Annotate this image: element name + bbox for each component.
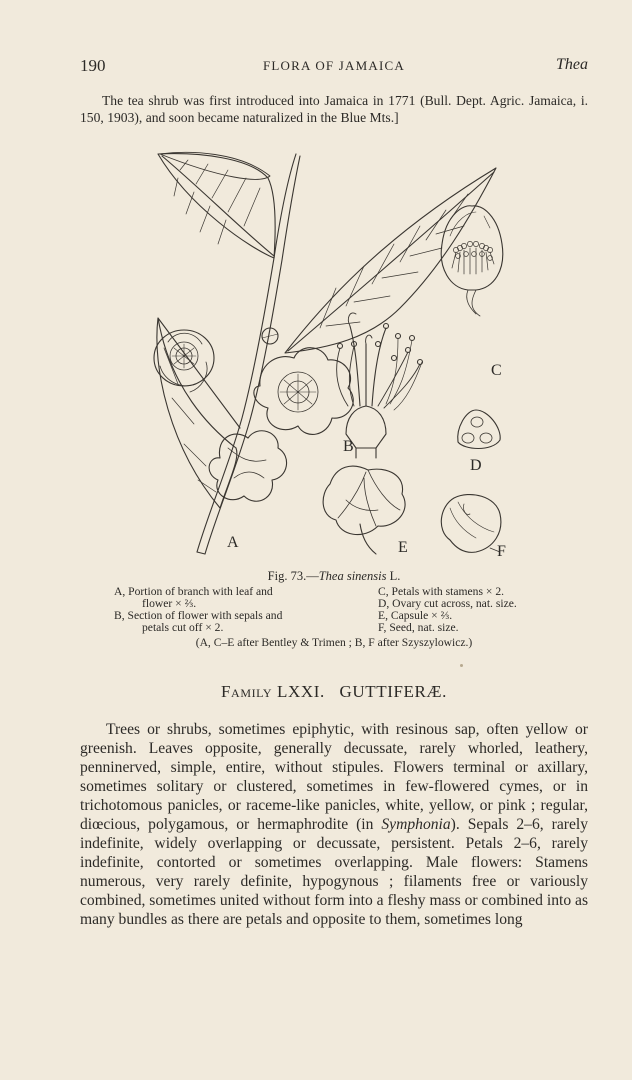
figure-caption: [80, 569, 588, 584]
legend-right-column: [378, 586, 578, 634]
family-description: [80, 720, 588, 929]
seed-f: [441, 495, 501, 553]
branch-drawing-a: [154, 152, 496, 554]
legend-entry-a: A, Portion of branch with leaf and: [114, 585, 273, 598]
paper-speck: [460, 664, 463, 667]
family-name: GUTTIFERÆ.: [339, 682, 447, 701]
flower-center: [254, 348, 353, 435]
panel-label-f: F: [497, 543, 506, 560]
flower-lower: [209, 431, 286, 501]
caption-species: Thea sinensis: [318, 569, 387, 583]
description-part-2: ). Sepals 2–6, rarely indefinite, widely overlapping or decussate, persistent. Petals 2–6, rarely indefinite, contorted or sometimes overlapping. Male flowers: Stamens numerous, very rarely definite, hypogynous ; filaments free or variously combined, sometimes united without form into a fleshy mass or combined into as many bundles as there are petals and opposite to them, sometimes long: [80, 816, 589, 928]
panel-label-c: C: [491, 362, 502, 379]
panel-label-b: B: [343, 438, 354, 455]
panel-label-a: A: [227, 534, 239, 551]
page-number: 190: [80, 56, 106, 75]
book-title: FLORA OF JAMAICA: [262, 58, 405, 73]
description-genus: Symphonia: [381, 816, 451, 833]
family-number: LXXI.: [277, 682, 325, 701]
legend-entry-f: F, Seed, nat. size.: [378, 621, 459, 634]
petals-with-stamens-c: [441, 206, 503, 316]
legend-entry-b-cont: petals cut off × 2.: [142, 621, 224, 634]
description-paragraph: [80, 720, 588, 929]
family-prefix: Family: [221, 682, 273, 701]
flower-section-b: [337, 313, 423, 458]
panel-label-e: E: [398, 539, 408, 556]
legend-entry-b: B, Section of flower with sepals and: [114, 609, 283, 622]
thea-sinensis-drawing: [150, 148, 520, 566]
legend-entry-d: D, Ovary cut across, nat. size.: [378, 597, 517, 610]
legend-entry-a-cont: flower × ⅔.: [142, 597, 197, 610]
ovary-cross-section-d: [458, 410, 500, 449]
family-heading: [80, 682, 588, 702]
caption-prefix: Fig. 73.—: [267, 569, 319, 583]
legend-left-column: [114, 586, 344, 634]
running-genus: Thea: [556, 56, 588, 73]
botanical-illustration: [150, 148, 520, 566]
legend-entry-e: E, Capsule × ⅔.: [378, 609, 453, 622]
caption-author: L.: [386, 569, 401, 583]
figure-credit: (A, C–E after Bentley & Trimen ; B, F after Szyszylowicz.): [195, 636, 473, 649]
description-part-1: Trees or shrubs, sometimes epiphytic, with resinous sap, often yellow or greenish. Leaves opposite, generally decussate, rarely whorled, leathery, penninerved, simple, entire, without stipules. Flowers terminal or axillary, sometimes solitary or clustered, sometimes in few-flowered cymes, or in trichotomous panicles, or raceme-like panicles, white, yellow, or pink ; regular, diœcious, polygamous, or hermaphrodite (in: [80, 721, 588, 833]
legend-entry-c: C, Petals with stamens × 2.: [378, 585, 505, 598]
capsule-e: [323, 466, 405, 554]
intro-note: The tea shrub was first introduced into Jamaica in 1771 (Bull. Dept. Agric. Jamaica, i. 150, 1903), and soon became naturalized in the Blue Mts.]: [80, 93, 588, 125]
running-head: [80, 56, 588, 80]
panel-label-d: D: [470, 457, 482, 474]
